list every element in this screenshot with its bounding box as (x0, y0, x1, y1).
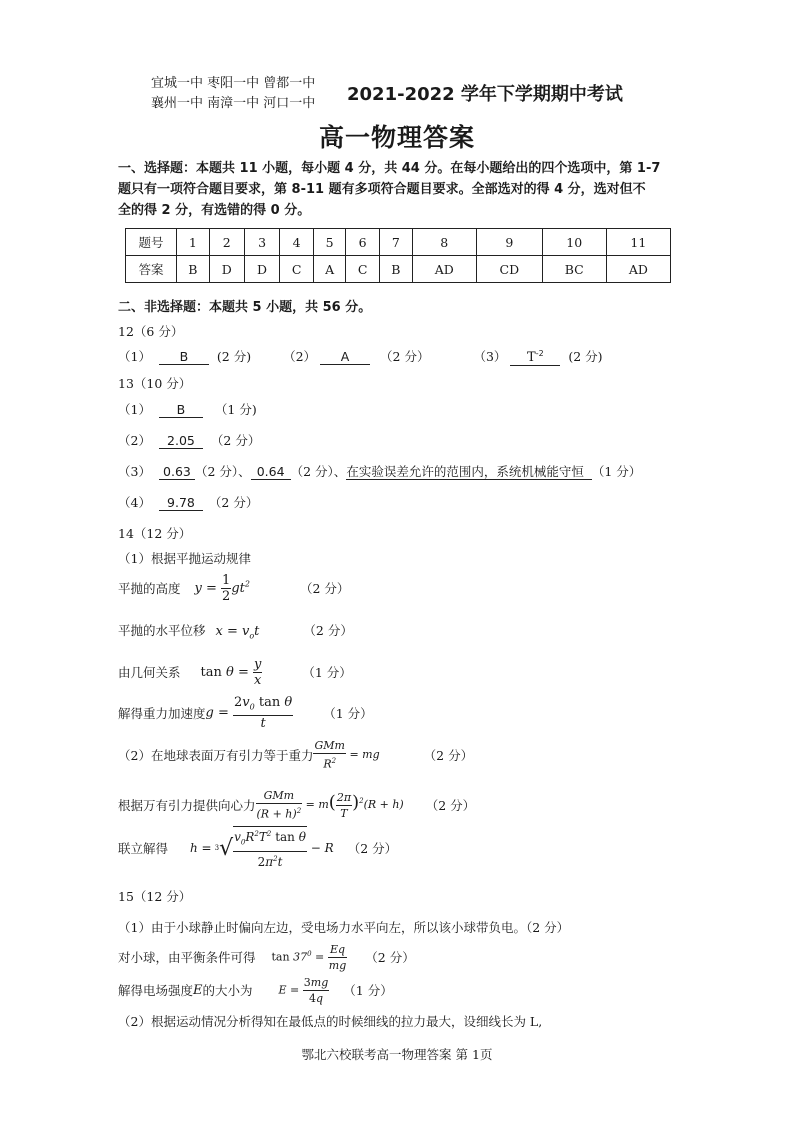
q14-formula-surface-gravity: $\frac{\text{GMm}}{R^2}$ = mg (314, 739, 380, 771)
q13-title: 13（10 分） (118, 376, 192, 391)
q14-line-2-score: （2 分） (299, 581, 350, 596)
q13-score-2: （2 分） (210, 433, 261, 448)
table-cell-number: 9 (476, 229, 542, 256)
table-cell-answer: D (209, 256, 244, 283)
q13-answer-3a: 0.63 (159, 465, 195, 480)
table-cell-number: 11 (606, 229, 670, 256)
answer-table (125, 228, 671, 283)
q13-score-3c: （1 分） (591, 464, 642, 479)
table-cell-answer: B (177, 256, 210, 283)
table-cell-answer: BC (542, 256, 606, 283)
q14-formula-tangent: tan θ = $\frac{y}{x}$ (200, 656, 262, 688)
table-cell-number: 5 (314, 229, 346, 256)
q14-formula-centripetal: $\frac{\text{GMm}}{(R + h)^2}$ = m( $\frac{2\pi}{T}$ )$^2$(R + h) (256, 789, 404, 821)
q14-line-5-text: 解得重力加速度 (118, 706, 206, 721)
q13-score-3a: （2 分）、 (194, 464, 251, 479)
table-header-cell: 答案 (126, 256, 177, 283)
q14-line-6-score: （2 分） (423, 748, 474, 763)
q14-formula-height-result: h = 3 √ $\frac{v_0R^2T^2 \tan \theta}{2\pi^2t}$ − R (190, 826, 334, 869)
q14-formula-height: y = $\frac{1}{2}$ $gt^2$ (194, 572, 250, 604)
table-cell-answer: B (380, 256, 413, 283)
q14-line-2 (118, 570, 349, 606)
q14-line-4-text: 由几何关系 (118, 665, 181, 680)
q13-answer-4: 9.78 (159, 496, 203, 511)
q13-score-1: （1 分) (214, 402, 257, 417)
q13-part-1-label: （1） (118, 402, 151, 417)
q14-line-7-score: （2 分） (425, 798, 476, 813)
q14-line-6 (118, 738, 473, 772)
q12-answer-2: A (320, 350, 370, 365)
table-row-answers (126, 256, 671, 283)
q15-line-2-score: （2 分） (365, 950, 415, 965)
q15-line-3-variable: E (193, 982, 203, 998)
table-cell-number: 6 (346, 229, 380, 256)
section1-intro-line: 一、选择题：本题共 11 小题，每小题 4 分，共 44 分。在每小题给出的四个选项中，第 1-7 (118, 161, 661, 176)
q15-formula-field: E = $\frac{3mg}{4q}$ (278, 975, 329, 1005)
q15-title: 15（12 分） (118, 889, 192, 904)
school-list-line-1: 宜城一中 枣阳一中 曾都一中 (151, 76, 316, 91)
table-cell-number: 4 (280, 229, 314, 256)
table-cell-answer: CD (476, 256, 542, 283)
q12-score-3: (2 分) (568, 349, 603, 365)
q13-score-4: （2 分） (208, 495, 259, 510)
q12-answer-1: B (159, 350, 209, 365)
q15-formula-balance: $\tan 37^0$ = $\frac{Eq}{mg}$ (271, 942, 347, 972)
q14-line-4 (118, 655, 352, 689)
q12-answer-3-exponent: -2 (535, 349, 544, 358)
q13-answer-1: B (159, 403, 203, 418)
q14-line-1: （1）根据平抛运动规律 (118, 551, 251, 566)
q13-answer-3b: 0.64 (251, 465, 291, 480)
q14-line-5-score: （1 分） (323, 706, 373, 721)
page-footer: 鄂北六校联考高一物理答案 第 1页 (301, 1047, 493, 1062)
q13-line-2 (118, 431, 260, 449)
q14-line-5 (118, 694, 373, 732)
table-cell-number: 3 (244, 229, 279, 256)
table-cell-answer: C (280, 256, 314, 283)
table-cell-number: 7 (380, 229, 413, 256)
q15-line-4: （2）根据运动情况分析得知在最低点的时候细线的拉力最大，设细线长为 L, (118, 1014, 543, 1029)
q15-line-3 (118, 974, 393, 1006)
q12-part-2-label: （2） (283, 349, 317, 365)
q15-line-2 (118, 940, 415, 974)
table-row-numbers (126, 229, 671, 256)
school-list-line-2: 襄州一中 南漳一中 河口一中 (151, 96, 316, 111)
table-cell-answer: AD (606, 256, 670, 283)
q12-part-3-label: （3） (473, 349, 507, 365)
q13-line-3 (118, 462, 641, 480)
q15-line-2-text: 对小球，由平衡条件可得 (118, 950, 256, 965)
table-header-cell: 题号 (126, 229, 177, 256)
section2-intro: 二、非选择题：本题共 5 小题，共 56 分。 (118, 300, 372, 315)
q14-line-4-score: （1 分） (302, 665, 352, 680)
q13-line-1 (118, 400, 257, 418)
table-cell-number: 10 (542, 229, 606, 256)
table-cell-answer: C (346, 256, 380, 283)
q12-answer-3-base: T (527, 350, 536, 366)
table-cell-number: 2 (209, 229, 244, 256)
q14-line-3-text: 平抛的水平位移 (118, 623, 206, 638)
q14-line-3-score: （2 分） (303, 623, 353, 638)
q12-answer-3 (510, 347, 560, 366)
q14-title: 14（12 分） (118, 526, 192, 541)
q14-formula-gravity: g = $\frac{2v_0 \tan \theta}{t}$ (205, 695, 293, 731)
page-title: 高一物理答案 (318, 123, 475, 152)
q13-answer-2: 2.05 (159, 434, 203, 449)
q14-formula-displacement: $x = v_ot$ (215, 624, 260, 641)
q15-line-1: （1）由于小球静止时偏向左边，受电场力水平向左，所以该小球带负电。（2 分） (118, 920, 570, 935)
q12-score-1: (2 分) (216, 349, 252, 365)
q14-line-8-text: 联立解得 (118, 841, 169, 856)
table-cell-answer: A (314, 256, 346, 283)
q12-answers (118, 347, 603, 366)
q14-line-8 (118, 828, 397, 868)
q13-part-2-label: （2） (118, 433, 151, 448)
q13-score-3b: （2 分）、 (290, 464, 347, 479)
section1-intro (118, 158, 688, 221)
section1-intro-line: 题只有一项符合题目要求，第 8-11 题有多项符合题目要求。全部选对的得 4 分，选对但不 (118, 182, 646, 197)
table-cell-answer: AD (412, 256, 476, 283)
q13-answer-3c: 在实验误差允许的范围内，系统机械能守恒 (346, 465, 592, 480)
table-cell-number: 1 (177, 229, 210, 256)
table-cell-answer: D (244, 256, 279, 283)
q14-line-8-score: （2 分） (347, 841, 398, 856)
q12-title: 12（6 分） (118, 324, 184, 339)
q15-line-3-text-2: 的大小为 (202, 983, 253, 998)
q12-score-2: （2 分） (380, 349, 430, 365)
q14-line-2-text: 平抛的高度 (118, 581, 181, 596)
exam-title: 2021-2022 学年下学期期中考试 (347, 84, 623, 105)
q14-line-7 (118, 785, 475, 825)
q13-part-3-label: （3） (118, 464, 151, 479)
q12-part-1-label: （1） (118, 349, 151, 365)
section1-intro-line: 全的得 2 分，有选错的得 0 分。 (118, 203, 311, 218)
q15-line-3-score: （1 分） (343, 983, 393, 998)
q15-line-3-text: 解得电场强度 (118, 983, 194, 998)
q13-line-4 (118, 493, 258, 511)
q14-line-7-text: 根据万有引力提供向心力 (118, 798, 256, 813)
table-cell-number: 8 (412, 229, 476, 256)
q14-line-6-text: （2）在地球表面万有引力等于重力 (118, 748, 314, 763)
q14-line-3 (118, 621, 353, 641)
q13-part-4-label: （4） (118, 495, 151, 510)
